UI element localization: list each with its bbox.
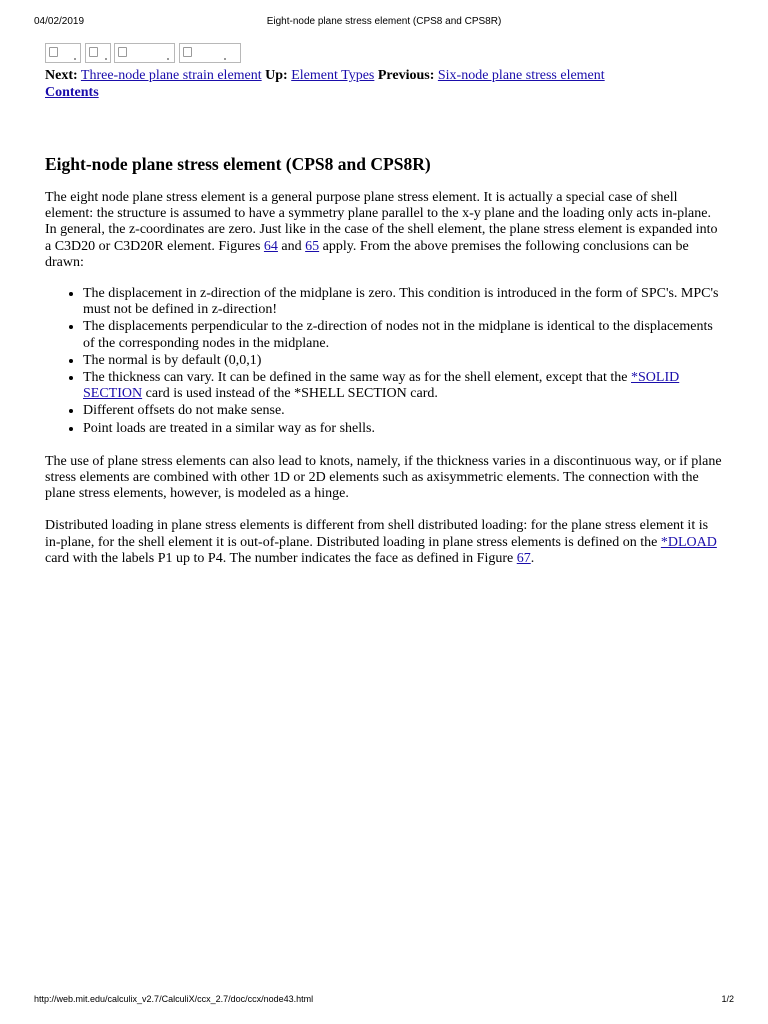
up-link[interactable]: Element Types	[291, 68, 375, 83]
dload-link[interactable]: *DLOAD	[660, 534, 717, 550]
previous-link[interactable]: Six-node plane stress element	[437, 68, 605, 83]
knots-paragraph: The use of plane stress elements can also lead to knots, namely, if the thickness varies in a discontinuous way, or if plane stress elements are combined with other 1D or 2D elements such as axisymmetric elements. The connection with the plane stress elements, however, is modeled as a hinge.	[45, 453, 722, 502]
print-title: Eight-node plane stress element (CPS8 and CPS8R)	[266, 16, 502, 27]
list-item: • Point loads are treated in a similar way as for shells.	[83, 420, 725, 437]
list-item: • Different offsets do not make sense.	[83, 402, 725, 419]
figure-64-link[interactable]: 64	[263, 238, 278, 254]
figure-65-link[interactable]: 65	[305, 238, 320, 254]
list-item	[83, 369, 725, 402]
print-header	[34, 16, 734, 30]
list-item-text: The thickness can vary. It can be defined in the same way as for the shell element, except that the	[83, 370, 631, 386]
para3-text-after: .	[530, 550, 535, 566]
page-title: Eight-node plane stress element (CPS8 and CPS8R)	[45, 154, 431, 174]
contents-link[interactable]: Contents	[45, 85, 99, 100]
print-date: 04/02/2019	[34, 16, 85, 27]
intro-and: and	[277, 238, 306, 254]
next-link[interactable]: Three-node plane strain element	[80, 68, 262, 83]
print-url: http://web.mit.edu/calculix_v2.7/CalculiX/ccx_2.7/doc/ccx/node43.html	[34, 994, 314, 1004]
previous-label: Previous:	[377, 68, 435, 83]
solid-section-link[interactable]: *SOLID SECTION	[83, 370, 680, 402]
figure-67-link[interactable]: 67	[516, 550, 531, 566]
up-icon[interactable]	[85, 43, 111, 63]
print-footer	[34, 994, 734, 1008]
distributed-loading-paragraph	[45, 518, 725, 567]
next-label: Next:	[45, 68, 78, 83]
list-item: • The normal is by default (0,0,1)	[83, 352, 725, 369]
previous-icon[interactable]	[114, 43, 175, 63]
para3-text-middle: card with the labels P1 up to P4. The number indicates the face as defined in Figure	[45, 550, 517, 566]
page-number: 1/2	[721, 994, 734, 1004]
next-icon[interactable]	[45, 43, 81, 63]
para3-text: Distributed loading in plane stress elements is different from shell distributed loading: for the plane stress element it is in-plane, for the shell element it is out-of-plane. Distributed loading in plane stress elements is defined on the	[45, 518, 709, 550]
list-item: • The displacements perpendicular to the z-direction of nodes not in the midplane is identical to the displacements of the corresponding nodes in the midplane.	[83, 318, 725, 351]
up-label: Up:	[265, 68, 288, 83]
list-item-text-after: card is used instead of the *SHELL SECTION card.	[142, 386, 438, 402]
contents-icon[interactable]	[179, 43, 241, 63]
intro-text-after: apply. From the above premises the following conclusions can be drawn:	[45, 238, 689, 270]
intro-text: The eight node plane stress element is a general purpose plane stress element. It is actually a special case of shell element: the structure is assumed to have a symmetry plane parallel to the x-y plane and the loading only acts in-plane. In general, the z-coordinates are zero. Just like in the case of the shell element, the plane stress element is expanded into a C3D20 or C3D20R element. Figures	[45, 190, 718, 254]
main-content	[45, 190, 725, 567]
conclusions-list	[45, 285, 725, 437]
navigation-links	[45, 67, 745, 101]
list-item: • The displacement in z-direction of the midplane is zero. This condition is introduced in the form of SPC's. MPC's must not be defined in z-direction!	[83, 285, 725, 318]
intro-paragraph	[45, 190, 725, 271]
